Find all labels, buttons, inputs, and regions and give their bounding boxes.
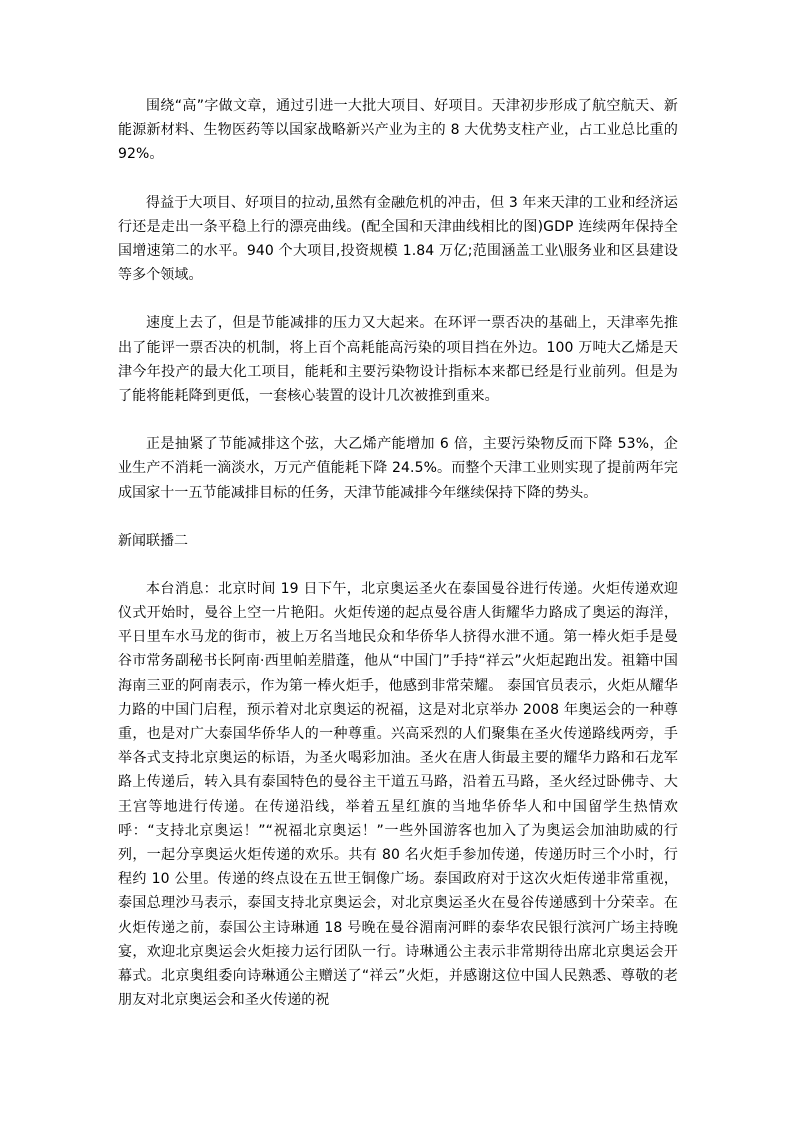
paragraph-2: 得益于大项目、好项目的拉动,虽然有金融危机的冲击，但 3 年来天津的工业和经济运行还是走出一条平稳上行的漂亮曲线。(配全国和天津曲线相比的图)GDP 连续两年保持全国增速第二的水平。940 个大项目,投资规模 1.84 万亿;范围涵盖工业\服务业和区县建设等多个领域。 bbox=[118, 194, 678, 284]
section-heading: 新闻联播二 bbox=[118, 532, 188, 549]
paragraph-4: 正是抽紧了节能减排这个弦，大乙烯产能增加 6 倍，主要污染物反而下降 53%，企业生产不消耗一滴淡水，万元产值能耗下降 24.5%。而整个天津工业则实现了提前两年完成国家十一五节能减排目标的任务，天津节能减排今年继续保持下降的势头。 bbox=[118, 436, 678, 501]
paragraph-gap bbox=[118, 167, 678, 191]
paragraph-1: 围绕“高”字做文章，通过引进一大批大项目、好项目。天津初步形成了航空航天、新能源新材料、生物医药等以国家战略新兴产业为主的 8 大优势支柱产业，占工业总比重的 92%。 bbox=[118, 98, 678, 163]
paragraph-gap bbox=[118, 287, 678, 311]
paragraph-gap bbox=[118, 505, 678, 529]
document-body bbox=[118, 94, 678, 1013]
paragraph-gap bbox=[118, 408, 678, 432]
paragraph-gap bbox=[118, 553, 678, 577]
paragraph-3: 速度上去了，但是节能减排的压力又大起来。在环评一票否决的基础上，天津率先推出了能评一票否决的机制，将上百个高耗能高污染的项目挡在外边。100 万吨大乙烯是天津今年投产的最大化工项目，能耗和主要污染物设计指标本来都已经是行业前列。但是为了能将能耗降到更低，一套核心装置的设计几次被推到重来。 bbox=[118, 315, 678, 405]
news-paragraph: 本台消息：北京时间 19 日下午，北京奥运圣火在泰国曼谷进行传递。火炬传递欢迎仪式开始时，曼谷上空一片艳阳。火炬传递的起点曼谷唐人街耀华力路成了奥运的海洋，平日里车水马龙的街市，被上万名当地民众和华侨华人挤得水泄不通。第一棒火炬手是曼谷市常务副秘书长阿南·西里帕差腊蓬，他从“中国门”手持“祥云”火炬起跑出发。祖籍中国海南三亚的阿南表示，作为第一棒火炬手，他感到非常荣耀。 泰国官员表示，火炬从耀华力路的中国门启程，预示着对北京奥运的祝福，这是对北京举办 2008 年奥运会的一种尊重，也是对广大泰国华侨华人的一种尊重。兴高采烈的人们聚集在圣火传递路线两旁，手举各式支持北京奥运的标语，为圣火喝彩加油。圣火在唐人街最主要的耀华力路和石龙军路上传递后，转入具有泰国特色的曼谷主干道五马路，沿着五马路，圣火经过卧佛寺、大王宫等地进行传递。在传递沿线，举着五星红旗的当地华侨华人和中国留学生热情欢呼：“支持北京奥运！”“祝福北京奥运！”一些外国游客也加入了为奥运会加油助威的行列，一起分享奥运火炬传递的欢乐。共有 80 名火炬手参加传递，传递历时三个小时，行程约 10 公里。传递的终点设在五世王铜像广场。泰国政府对于这次火炬传递非常重视，泰国总理沙马表示，泰国支持北京奥运会，对北京奥运圣火在曼谷传递感到十分荣幸。在火炬传递之前，泰国公主诗琳通 18 号晚在曼谷湄南河畔的泰华农民银行滨河广场主持晚宴，欢迎北京奥运会火炬接力运行团队一行。诗琳通公主表示非常期待出席北京奥运会开幕式。北京奥组委向诗琳通公主赠送了“祥云”火炬，并感谢这位中国人民熟悉、尊敬的老朋友对北京奥运会和圣火传递的祝 bbox=[118, 580, 678, 1009]
